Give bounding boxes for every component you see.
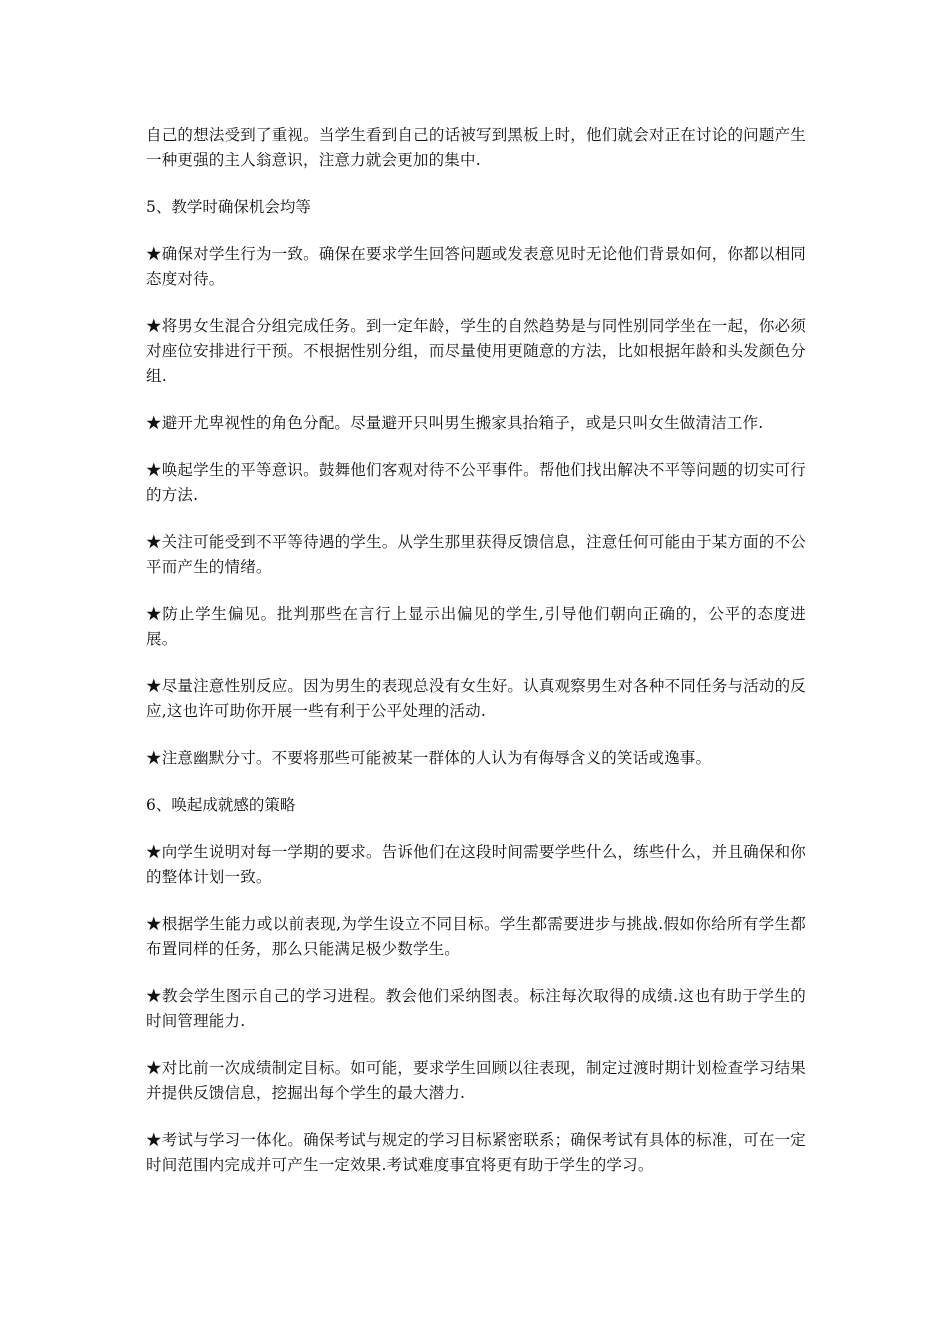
- paragraph: 自己的想法受到了重视。当学生看到自己的话被写到黑板上时，他们就会对正在讨论的问题产生一种更强的主人翁意识，注意力就会更加的集中.: [146, 126, 806, 169]
- bullet-paragraph: ★尽量注意性别反应。因为男生的表现总没有女生好。认真观察男生对各种不同任务与活动的反应,这也许可助你开展一些有利于公平处理的活动.: [146, 677, 806, 720]
- bullet-paragraph: ★向学生说明对每一学期的要求。告诉他们在这段时间需要学些什么，练些什么，并且确保和你的整体计划一致。: [146, 843, 806, 886]
- bullet-paragraph: ★对比前一次成绩制定目标。如可能，要求学生回顾以往表现，制定过渡时期计划检查学习结果并提供反馈信息，挖掘出每个学生的最大潜力.: [146, 1059, 806, 1102]
- section-heading: 5、教学时确保机会均等: [146, 198, 311, 216]
- bullet-paragraph: ★教会学生图示自己的学习进程。教会他们采纳图表。标注每次取得的成绩.这也有助于学生的时间管理能力.: [146, 987, 806, 1030]
- bullet-paragraph: ★注意幽默分寸。不要将那些可能被某一群体的人认为有侮辱含义的笑话或逸事。: [146, 749, 712, 767]
- bullet-paragraph: ★关注可能受到不平等待遇的学生。从学生那里获得反馈信息，注意任何可能由于某方面的不公平而产生的情绪。: [146, 533, 806, 576]
- bullet-paragraph: ★避开尤卑视性的角色分配。尽量避开只叫男生搬家具抬箱子，或是只叫女生做清洁工作.: [146, 414, 764, 432]
- bullet-paragraph: ★根据学生能力或以前表现,为学生设立不同目标。学生都需要进步与挑战.假如你给所有学生都布置同样的任务，那么只能满足极少数学生。: [146, 915, 806, 958]
- bullet-paragraph: ★考试与学习一体化。确保考试与规定的学习目标紧密联系；确保考试有具体的标准，可在一定时间范围内完成并可产生一定效果.考试难度事宜将更有助于学生的学习。: [146, 1131, 806, 1174]
- bullet-paragraph: ★防止学生偏见。批判那些在言行上显示出偏见的学生,引导他们朝向正确的，公平的态度进展。: [146, 605, 806, 648]
- document-body: [146, 123, 806, 1200]
- section-heading: 6、唤起成就感的策略: [146, 796, 296, 814]
- bullet-paragraph: ★将男女生混合分组完成任务。到一定年龄，学生的自然趋势是与同性别同学坐在一起，你必须对座位安排进行干预。不根据性别分组，而尽量使用更随意的方法，比如根据年龄和头发颜色分组.: [146, 317, 806, 385]
- bullet-paragraph: ★确保对学生行为一致。确保在要求学生回答问题或发表意见时无论他们背景如何，你都以相同态度对待。: [146, 245, 806, 288]
- bullet-paragraph: ★唤起学生的平等意识。鼓舞他们客观对待不公平事件。帮他们找出解决不平等问题的切实可行的方法.: [146, 461, 806, 504]
